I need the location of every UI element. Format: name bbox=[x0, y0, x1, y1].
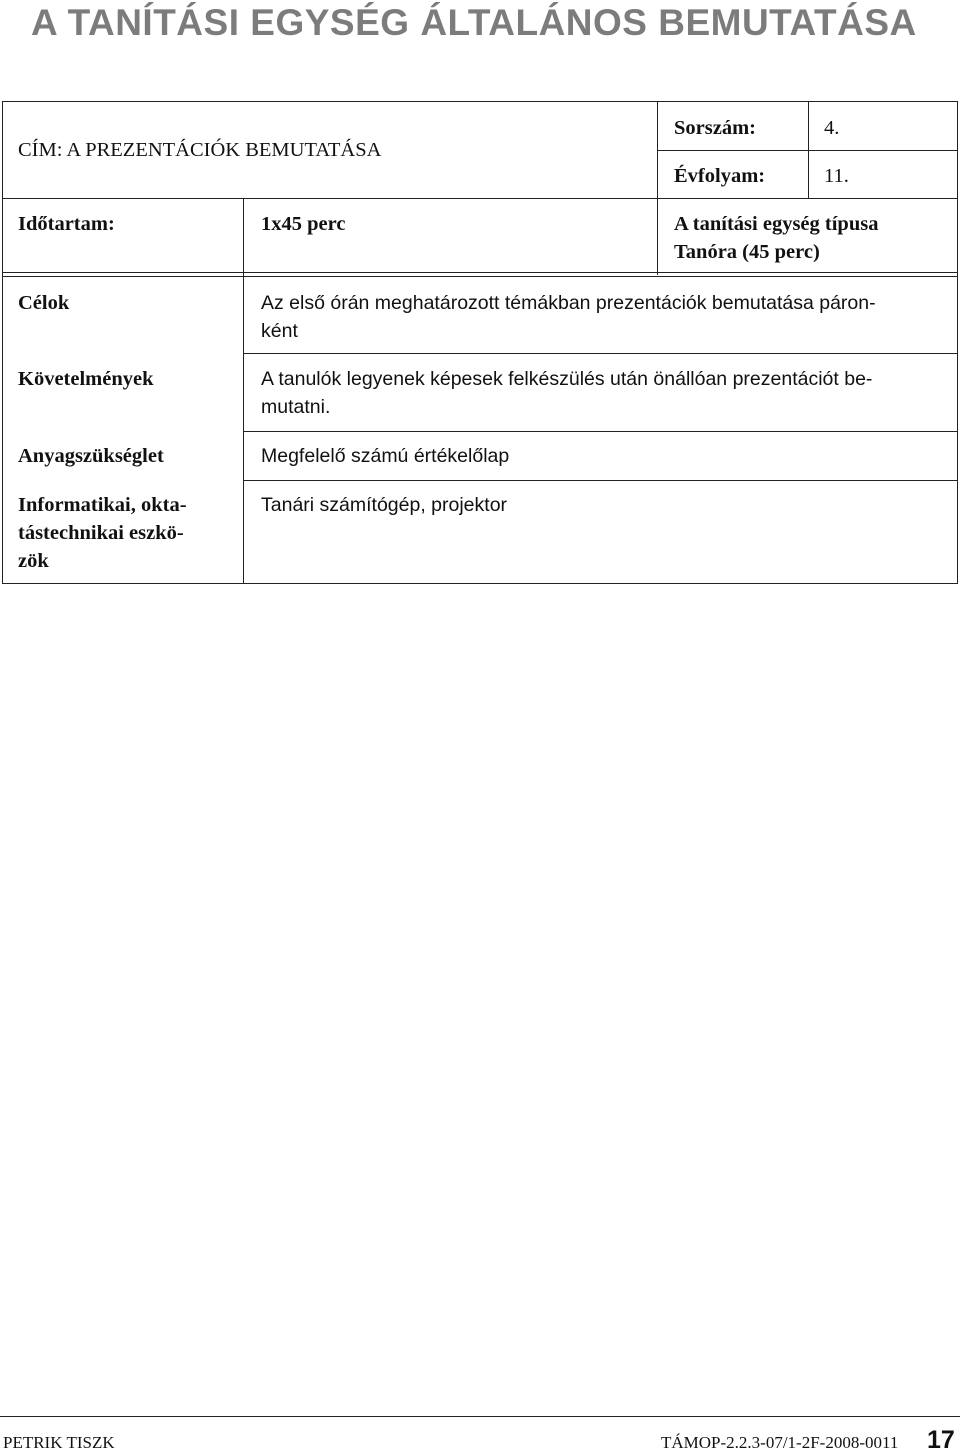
row-value-celok: Az első órán meghatározott témákban prezentációk bemutatása páron- bbox=[261, 292, 876, 314]
footer-organization: PETRIK TISZK bbox=[3, 1433, 115, 1452]
page-title: A TANÍTÁSI EGYSÉG ÁLTALÁNOS BEMUTATÁSA bbox=[31, 2, 917, 43]
row-label-kovetelmenyek: Követelmények bbox=[18, 368, 154, 390]
idotartam-value: 1x45 perc bbox=[261, 213, 346, 235]
table-divider bbox=[243, 353, 958, 354]
idotartam-label: Időtartam: bbox=[18, 213, 115, 235]
table-divider bbox=[2, 198, 958, 199]
lesson-title: CÍM: A PREZENTÁCIÓK BEMUTATÁSA bbox=[18, 139, 382, 161]
tipus-value: Tanóra (45 perc) bbox=[674, 241, 820, 263]
footer-rule bbox=[0, 1416, 960, 1417]
row-value-celok-cont: ként bbox=[261, 320, 298, 342]
table-divider bbox=[2, 272, 958, 273]
table-divider bbox=[243, 431, 958, 432]
evfolyam-label: Évfolyam: bbox=[674, 165, 766, 187]
evfolyam-value: 11. bbox=[824, 165, 849, 187]
row-value-eszkozok: Tanári számítógép, projektor bbox=[261, 494, 508, 516]
sorszam-value: 4. bbox=[824, 117, 840, 139]
table-divider bbox=[243, 198, 244, 584]
table-divider bbox=[657, 198, 658, 275]
table-divider bbox=[243, 480, 958, 481]
row-value-anyagszukseglet: Megfelelő számú értékelőlap bbox=[261, 445, 510, 467]
sorszam-label: Sorszám: bbox=[674, 117, 756, 139]
footer-project-code: TÁMOP-2.2.3-07/1-2F-2008-0011 bbox=[661, 1433, 899, 1452]
row-label-eszkozok-cont: tástechnikai eszkö- bbox=[18, 522, 184, 544]
table-divider bbox=[657, 150, 958, 151]
row-label-eszkozok: Informatikai, okta- bbox=[18, 494, 187, 516]
table-divider bbox=[2, 276, 958, 277]
row-label-eszkozok-cont2: zök bbox=[18, 550, 49, 572]
row-label-anyagszukseglet: Anyagszükséglet bbox=[18, 445, 164, 467]
row-label-celok: Célok bbox=[18, 292, 70, 314]
row-value-kovetelmenyek-cont: mutatni. bbox=[261, 396, 331, 418]
page-number: 17 bbox=[927, 1426, 955, 1454]
tipus-label: A tanítási egység típusa bbox=[674, 213, 879, 235]
row-value-kovetelmenyek: A tanulók legyenek képesek felkészülés után önállóan prezentációt be- bbox=[261, 368, 873, 390]
